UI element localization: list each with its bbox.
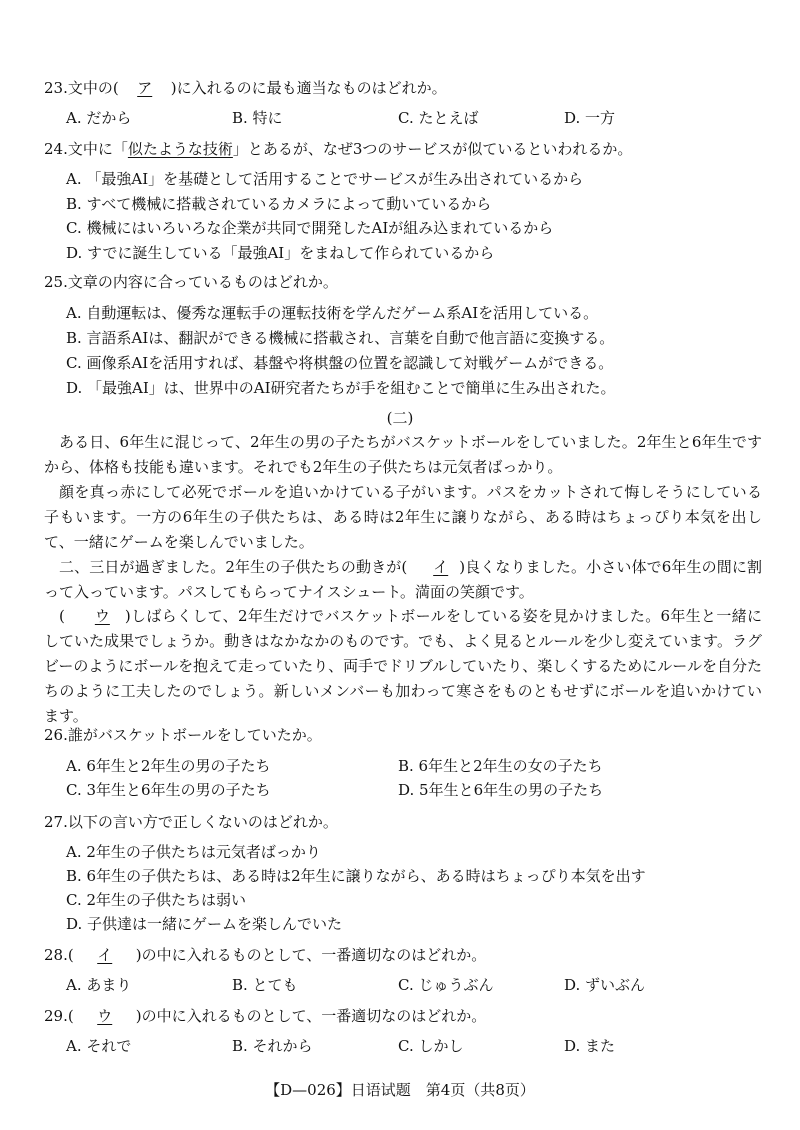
option-d: D. 一方 — [564, 109, 616, 127]
question-25: 25.文章の内容に合っているものはどれか。 — [44, 273, 338, 291]
option-b: B. 特に — [232, 109, 283, 127]
option-b: B. とても — [232, 976, 298, 994]
option-d: D. 子供達は一緒にゲームを楽しんでいた — [66, 915, 343, 933]
option-a: A. だから — [66, 109, 132, 127]
section-heading: (二) — [386, 409, 414, 427]
option-c: C. 画像系AIを活用すれば、碁盤や将棋盤の位置を認識して対戦ゲームができる。 — [66, 354, 614, 372]
question-number: 25. — [44, 273, 68, 291]
option-d: D. すでに誕生している「最強AI」をまねして作られているから — [66, 244, 495, 262]
question-number: 24. — [44, 140, 68, 158]
option-c: C. 3年生と6年生の男の子たち — [66, 781, 271, 799]
option-a: A. 6年生と2年生の男の子たち — [66, 757, 271, 775]
page-footer: 【D—026】日语试题 第4页（共8页） — [265, 1081, 535, 1099]
question-number: 28. — [44, 946, 68, 964]
passage-paragraph-1: ある日、6年生に混じって、2年生の男の子たちがバスケットボールをしていました。2年生と6年生ですから、体格も技能も違います。それでも2年生の子供たちは元気者ばっかり。 — [44, 433, 762, 476]
option-a: A. あまり — [66, 976, 132, 994]
blank-a: ア — [137, 79, 153, 97]
option-c: C. 機械にはいろいろな企業が共同で開発したAIが組み込まれているから — [66, 219, 554, 237]
option-b: B. 6年生と2年生の女の子たち — [398, 757, 603, 775]
option-b: B. 言語系AIは、翻訳ができる機械に搭載され、言葉を自動で他言語に変換する。 — [66, 329, 615, 347]
passage-paragraph-4: ( ウ )しばらくして、2年生だけでバスケットボールをしている姿を見かけました。6年生と一緒にしていた成果でしょうか。動きはなかなかのものです。でも、よく見るとルールを少し変えています。ラグビーのようにボールを抱えて走っていたり、両手でドリブルしていたり、楽しくするためにルールを自分たちのように工夫したのでしょう。新しいメンバーも加わって寒さをものともせずにボールを追いかけています。 — [44, 604, 762, 729]
question-24: 24.文中に「似たような技術」とあるが、なぜ3つのサービスが似ているといわれるか。 — [44, 140, 633, 158]
passage-paragraph-2: 顔を真っ赤にして必死でボールを追いかけている子がいます。パスをカットされて悔しそうにしている子もいます。一方の6年生の子供たちは、ある時は2年生に譲りながら、ある時はちょっぴり本気を出して、一緒にゲームを楽しんでいました。 — [44, 483, 762, 551]
underlined-phrase: 似たような技術 — [127, 140, 233, 158]
option-d: D. 「最強AI」は、世界中のAI研究者たちが手を組むことで簡単に生み出された。 — [66, 379, 616, 397]
option-d: D. 5年生と6年生の男の子たち — [398, 781, 604, 799]
question-29: 29.( ウ )の中に入れるものとして、一番適切なのはどれか。 — [44, 1007, 487, 1025]
option-c: C. たとえば — [398, 109, 479, 127]
passage-paragraph-3: 二、三日が過ぎました。2年生の子供たちの動きが( イ )良くなりました。小さい体で6年生の間に割って入っています。パスしてもらってナイスシュート。満面の笑顔です。 — [44, 555, 762, 605]
option-a: A. それで — [66, 1037, 132, 1055]
option-d: D. ずいぶん — [564, 976, 646, 994]
question-23: 23.文中の( ア )に入れるのに最も適当なものはどれか。 — [44, 79, 447, 97]
option-c: C. しかし — [398, 1037, 464, 1055]
option-a: A. 「最強AI」を基礎として活用することでサービスが生み出されているから — [66, 170, 584, 188]
blank-i: イ — [433, 558, 449, 576]
option-b: B. それから — [232, 1037, 313, 1055]
question-27: 27.以下の言い方で正しくないのはどれか。 — [44, 813, 338, 831]
question-number: 27. — [44, 813, 68, 831]
option-c: C. じゅうぶん — [398, 976, 494, 994]
option-a: A. 自動運転は、優秀な運転手の運転技術を学んだゲーム系AIを活用している。 — [66, 304, 599, 322]
option-d: D. また — [564, 1037, 616, 1055]
question-26: 26.誰がバスケットボールをしていたか。 — [44, 726, 322, 744]
option-c: C. 2年生の子供たちは弱い — [66, 891, 247, 909]
question-number: 23. — [44, 79, 68, 97]
option-b: B. 6年生の子供たちは、ある時は2年生に譲りながら、ある時はちょっぴり本気を出す — [66, 867, 646, 885]
question-number: 26. — [44, 726, 68, 744]
question-number: 29. — [44, 1007, 68, 1025]
blank-u: ウ — [94, 607, 110, 625]
blank-u: ウ — [97, 1007, 113, 1025]
blank-i: イ — [97, 946, 113, 964]
option-b: B. すべて機械に搭載されているカメラによって動いているから — [66, 195, 492, 213]
option-a: A. 2年生の子供たちは元気者ばっかり — [66, 843, 321, 861]
question-28: 28.( イ )の中に入れるものとして、一番適切なのはどれか。 — [44, 946, 487, 964]
